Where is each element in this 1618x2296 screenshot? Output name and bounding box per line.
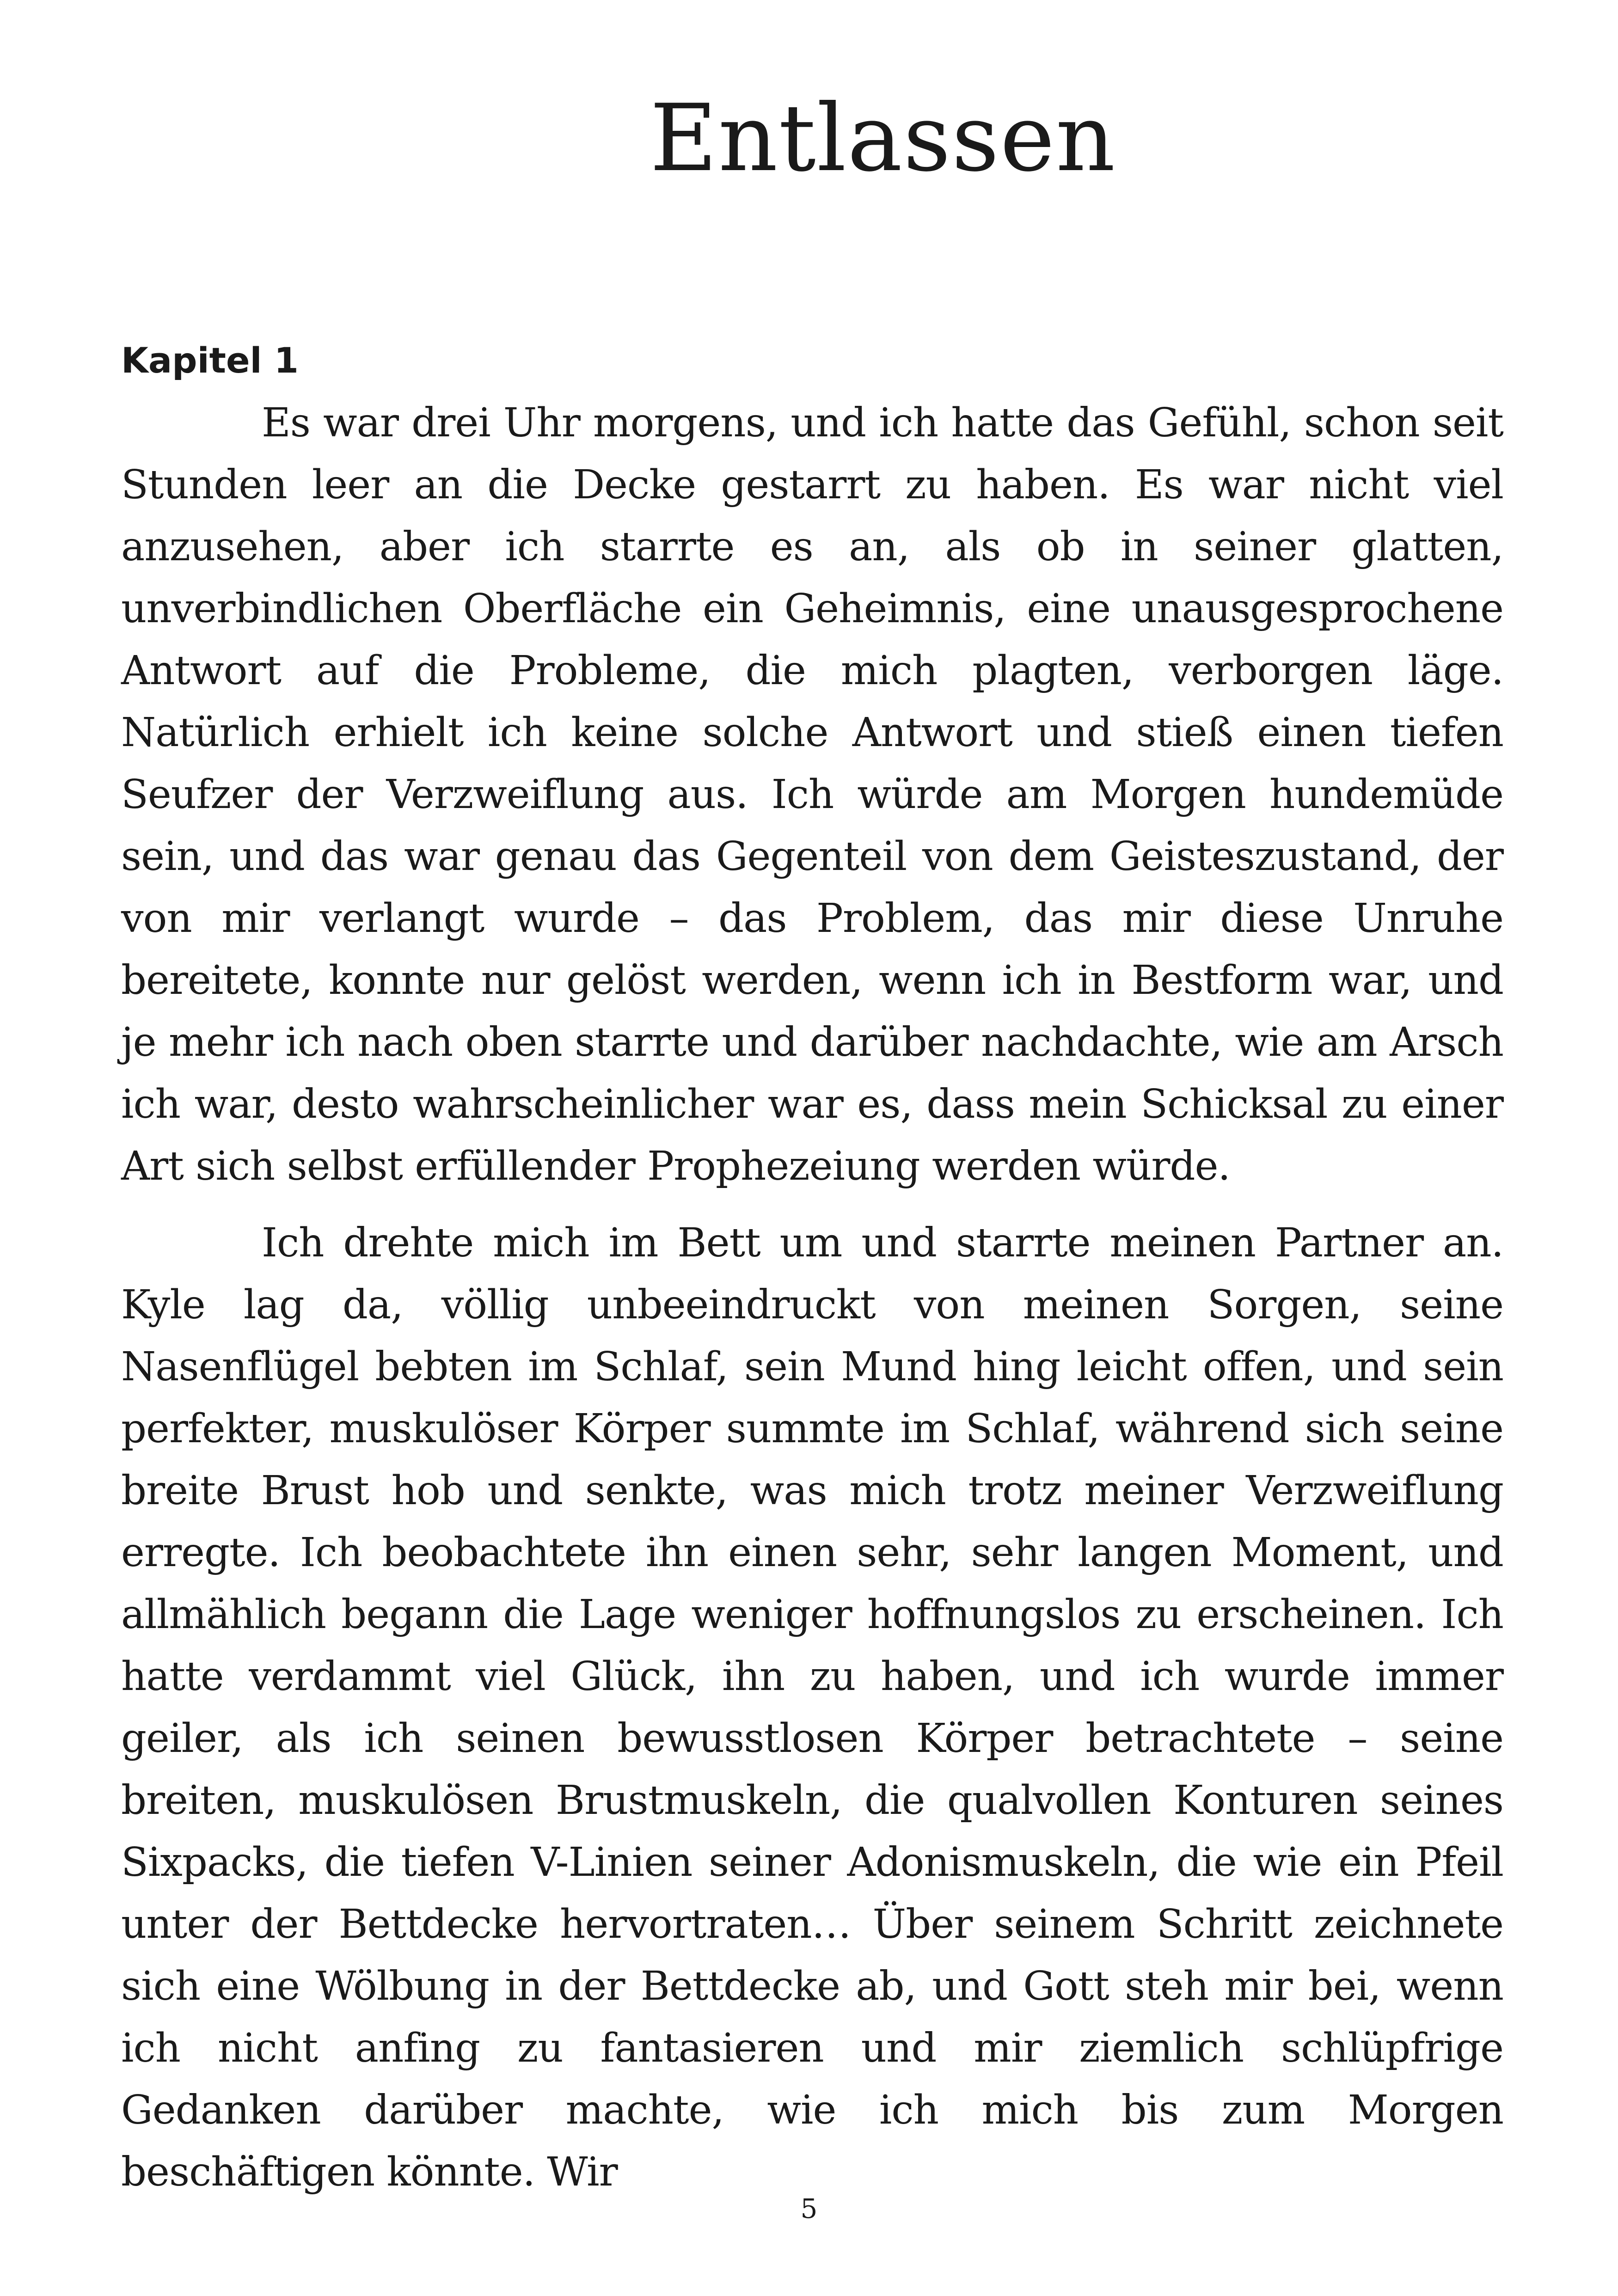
book-title: Entlassen bbox=[650, 85, 1116, 192]
paragraph-1: Es war drei Uhr morgens, und ich hatte das Gefühl, schon seit Stunden leer an die Decke gestarrt zu haben. Es war nicht viel anzusehen, aber ich starrte es an, als ob in seiner glatten, unverbindlichen Oberfläche ein Geheimnis, eine unausgesprochene Antwort auf die Probleme, die mich plagten, verborgen läge. Natürlich erhielt ich keine solche Antwort und stieß einen tiefen Seufzer der Verzweiflung aus. Ich würde am Morgen hundemüde sein, und das war genau das Gegenteil von dem Geisteszustand, der von mir verlangt wurde – das Problem, das mir diese Unruhe bereitete, konnte nur gelöst werden, wenn ich in Bestform war, und je mehr ich nach oben starrte und darüber nachdachte, wie am Arsch ich war, desto wahrscheinlicher war es, dass mein Schicksal zu einer Art sich selbst erfüllender Prophezeiung werden würde. bbox=[121, 400, 1503, 1189]
page-number: 5 bbox=[800, 2193, 818, 2224]
chapter-heading: Kapitel 1 bbox=[121, 340, 299, 381]
body-text bbox=[121, 392, 1503, 2203]
paragraph-2: Ich drehte mich im Bett um und starrte meinen Partner an. Kyle lag da, völlig unbeeindruckt von meinen Sorgen, seine Nasenflügel bebten im Schlaf, sein Mund hing leicht offen, und sein perfekter, muskulöser Körper summte im Schlaf, während sich seine breite Brust hob und senkte, was mich trotz meiner Verzweiflung erregte. Ich beobachtete ihn einen sehr, sehr langen Moment, und allmählich begann die Lage weniger hoffnungslos zu erscheinen. Ich hatte verdammt viel Glück, ihn zu haben, und ich wurde immer geiler, als ich seinen bewusstlosen Körper betrachtete – seine breiten, muskulösen Brustmuskeln, die qualvollen Konturen seines Sixpacks, die tiefen V-Linien seiner Adonismuskeln, die wie ein Pfeil unter der Bettdecke hervortraten… Über seinem Schritt zeichnete sich eine Wölbung in der Bettdecke ab, und Gott steh mir bei, wenn ich nicht anfing zu fantasieren und mir ziemlich schlüpfrige Gedanken darüber machte, wie ich mich bis zum Morgen beschäftigen könnte. Wir bbox=[121, 1220, 1503, 2195]
